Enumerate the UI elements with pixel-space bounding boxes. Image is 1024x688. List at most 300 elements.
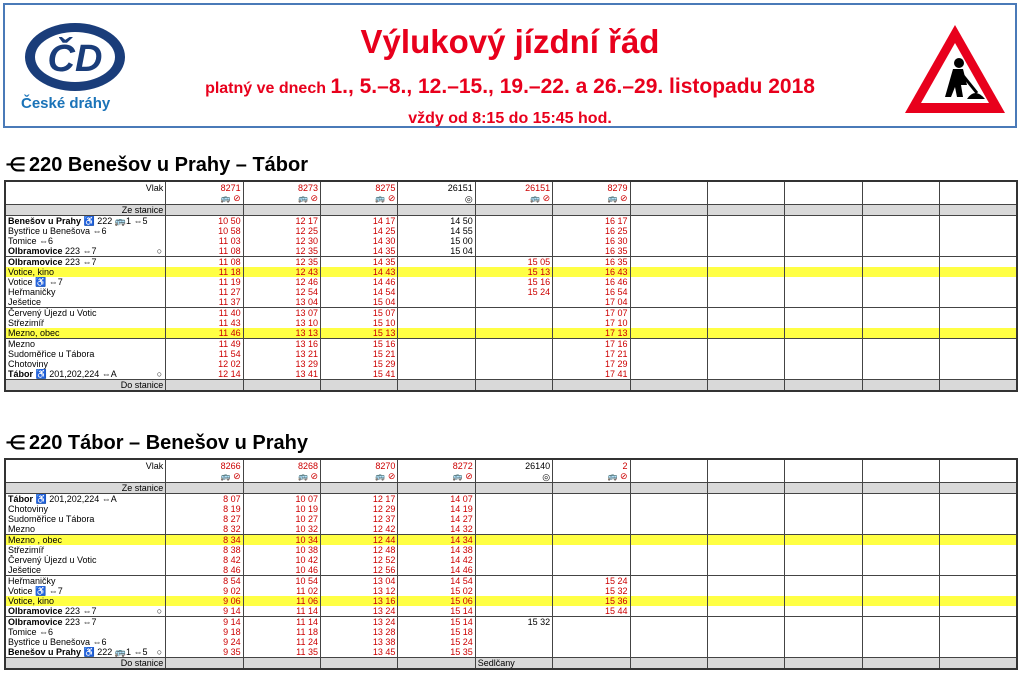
station-row — [5, 627, 1017, 637]
departure-time — [785, 555, 862, 565]
departure-time — [475, 349, 552, 359]
station-row — [5, 339, 1017, 350]
departure-time — [398, 318, 475, 328]
departure-time: 14 38 — [398, 545, 475, 555]
no-bike-icon: ⊘ — [540, 193, 551, 203]
station-connections: ♿ ⇔7 — [32, 277, 63, 287]
departure-time: 10 58 — [166, 226, 243, 236]
stop-symbol — [154, 318, 166, 328]
departure-time: 10 46 — [243, 565, 320, 576]
departure-time — [630, 565, 707, 576]
departure-time — [707, 257, 784, 268]
departure-time: 14 17 — [321, 216, 398, 227]
departure-time — [630, 359, 707, 369]
departure-time — [630, 596, 707, 606]
to-station-row — [5, 380, 1017, 392]
bus-icon: 🚌 — [220, 194, 231, 203]
station-name — [5, 297, 154, 308]
station-label: Heřmaničky — [8, 287, 56, 297]
stop-symbol — [154, 359, 166, 369]
departure-time — [398, 339, 475, 350]
departure-time: 10 19 — [243, 504, 320, 514]
departure-time: 11 08 — [166, 246, 243, 257]
destination — [475, 380, 552, 392]
departure-time — [940, 216, 1017, 227]
destination — [707, 658, 784, 670]
page-title: Výlukový jízdní řád — [360, 23, 660, 60]
train-number — [630, 459, 707, 471]
station-name — [5, 236, 154, 246]
train-icons — [630, 471, 707, 483]
departure-time — [785, 627, 862, 637]
stop-symbol — [154, 308, 166, 319]
departure-time — [785, 216, 862, 227]
departure-time — [475, 606, 552, 617]
departure-time — [940, 627, 1017, 637]
departure-time — [475, 246, 552, 257]
departure-time: 15 44 — [553, 606, 630, 617]
departure-time: 15 36 — [553, 596, 630, 606]
no-bike-icon: ⊘ — [462, 471, 473, 481]
departure-time — [553, 494, 630, 505]
departure-time: 10 50 — [166, 216, 243, 227]
departure-time — [630, 545, 707, 555]
departure-time — [862, 596, 939, 606]
departure-time — [785, 328, 862, 339]
departure-time: 17 29 — [553, 359, 630, 369]
destination — [707, 380, 784, 392]
station-row — [5, 308, 1017, 319]
departure-time — [862, 257, 939, 268]
departure-time — [398, 359, 475, 369]
departure-time: 10 54 — [243, 576, 320, 587]
station-label: Votice — [8, 586, 33, 596]
departure-time — [940, 576, 1017, 587]
departure-time: 11 18 — [243, 627, 320, 637]
vlak-label: Vlak — [5, 181, 166, 193]
station-row — [5, 359, 1017, 369]
departure-time: 9 02 — [166, 586, 243, 596]
destination — [321, 380, 398, 392]
departure-time — [630, 308, 707, 319]
no-bike-icon: ⊘ — [385, 193, 396, 203]
departure-time: 13 41 — [243, 369, 320, 380]
departure-time — [785, 647, 862, 658]
departure-time — [862, 565, 939, 576]
departure-time: 15 02 — [398, 586, 475, 596]
stop-symbol — [154, 535, 166, 546]
departure-time — [630, 226, 707, 236]
departure-time: 14 35 — [321, 257, 398, 268]
departure-time — [630, 535, 707, 546]
from-station-row — [5, 205, 1017, 216]
departure-time: 14 35 — [321, 246, 398, 257]
station-row — [5, 617, 1017, 628]
departure-time: 13 04 — [243, 297, 320, 308]
station-label: Červený Újezd u Votic — [8, 555, 97, 565]
departure-time — [630, 555, 707, 565]
departure-time — [862, 236, 939, 246]
train-number: 8266 — [166, 459, 243, 471]
departure-time — [630, 504, 707, 514]
departure-time: 8 46 — [166, 565, 243, 576]
departure-time — [630, 267, 707, 277]
station-name — [5, 339, 154, 350]
departure-time: 10 07 — [243, 494, 320, 505]
train-number: 8270 — [321, 459, 398, 471]
stop-symbol — [154, 555, 166, 565]
station-row — [5, 637, 1017, 647]
station-row — [5, 267, 1017, 277]
departure-time: 12 44 — [321, 535, 398, 546]
departure-time — [862, 627, 939, 637]
departure-time — [785, 359, 862, 369]
from-label: Ze stanice — [5, 483, 166, 494]
departure-time — [475, 647, 552, 658]
departure-time — [940, 586, 1017, 596]
train-number-row — [5, 181, 1017, 193]
departure-time — [475, 339, 552, 350]
departure-time — [630, 236, 707, 246]
station-name — [5, 226, 154, 236]
station-label: Sudoměřice u Tábora — [8, 349, 95, 359]
departure-time — [630, 328, 707, 339]
departure-time — [707, 369, 784, 380]
no-bike-icon: ⊘ — [385, 471, 396, 481]
departure-time — [785, 267, 862, 277]
no-bike-icon: ⊘ — [230, 193, 241, 203]
departure-time: 12 14 — [166, 369, 243, 380]
station-label: Střezimíř — [8, 545, 44, 555]
stop-symbol — [154, 328, 166, 339]
departure-time — [707, 647, 784, 658]
stop-circle-icon: ○ — [154, 369, 166, 380]
departure-time — [862, 514, 939, 524]
to-station-row — [5, 658, 1017, 670]
train-icons — [475, 193, 552, 205]
station-name — [5, 627, 154, 637]
train-icons — [862, 471, 939, 483]
departure-time — [475, 555, 552, 565]
train-number: 8279 — [553, 181, 630, 193]
station-name — [5, 318, 154, 328]
departure-time — [475, 359, 552, 369]
validity-prefix: platný ve dnech — [205, 80, 326, 97]
station-row — [5, 318, 1017, 328]
departure-time — [785, 565, 862, 576]
station-name — [5, 369, 154, 380]
stop-symbol — [154, 586, 166, 596]
departure-time — [785, 297, 862, 308]
station-row — [5, 328, 1017, 339]
train-icons — [553, 193, 630, 205]
departure-time — [707, 565, 784, 576]
departure-time: 15 10 — [321, 318, 398, 328]
bus-icon: 🚌 — [607, 472, 618, 481]
departure-time — [707, 328, 784, 339]
train-number — [785, 181, 862, 193]
departure-time — [862, 297, 939, 308]
stop-symbol — [154, 267, 166, 277]
departure-time — [553, 504, 630, 514]
departure-time — [862, 277, 939, 287]
station-label: Votice — [8, 277, 33, 287]
station-label: Chotoviny — [8, 359, 49, 369]
departure-time — [707, 308, 784, 319]
departure-time: 15 06 — [398, 596, 475, 606]
departure-time — [398, 328, 475, 339]
departure-time: 14 32 — [398, 524, 475, 535]
departure-time: 17 41 — [553, 369, 630, 380]
station-name — [5, 555, 154, 565]
departure-time — [785, 617, 862, 628]
departure-time — [707, 277, 784, 287]
departure-time: 10 27 — [243, 514, 320, 524]
stop-symbol — [154, 514, 166, 524]
departure-time: 12 37 — [321, 514, 398, 524]
station-name — [5, 617, 154, 628]
station-label: Tábor — [8, 369, 34, 379]
departure-time — [707, 226, 784, 236]
station-connections: 223 ⇔7 — [62, 606, 97, 616]
departure-time — [475, 494, 552, 505]
stop-circle-icon: ○ — [154, 246, 166, 257]
destination — [553, 380, 630, 392]
departure-time — [475, 318, 552, 328]
departure-time — [707, 246, 784, 257]
departure-time: 17 16 — [553, 339, 630, 350]
station-label: Benešov u Prahy — [8, 647, 82, 657]
departure-time: 12 29 — [321, 504, 398, 514]
station-label: Olbramovice — [8, 617, 63, 627]
station-name — [5, 494, 154, 505]
departure-time — [630, 617, 707, 628]
departure-time: 11 35 — [243, 647, 320, 658]
station-row — [5, 647, 1017, 658]
stop-symbol — [154, 339, 166, 350]
departure-time — [553, 555, 630, 565]
departure-time — [630, 586, 707, 596]
departure-time — [553, 647, 630, 658]
stop-symbol — [154, 596, 166, 606]
departure-time: 11 24 — [243, 637, 320, 647]
departure-time — [785, 236, 862, 246]
station-row — [5, 565, 1017, 576]
departure-time: 12 46 — [243, 277, 320, 287]
departure-time: 15 32 — [553, 586, 630, 596]
departure-time: 11 37 — [166, 297, 243, 308]
departure-time: 16 17 — [553, 216, 630, 227]
departure-time — [475, 226, 552, 236]
validity-dates: 1., 5.–8., 12.–15., 19.–22. a 26.–29. listopadu 2018 — [330, 75, 815, 98]
departure-time — [707, 617, 784, 628]
train-number — [940, 459, 1017, 471]
train-icons — [862, 193, 939, 205]
departure-time: 13 04 — [321, 576, 398, 587]
departure-time — [707, 637, 784, 647]
departure-time: 8 32 — [166, 524, 243, 535]
station-row — [5, 349, 1017, 359]
stop-symbol — [154, 226, 166, 236]
departure-time — [940, 369, 1017, 380]
station-label: Heřmaničky — [8, 576, 56, 586]
departure-time: 8 42 — [166, 555, 243, 565]
departure-time — [940, 565, 1017, 576]
departure-time — [553, 565, 630, 576]
departure-time: 14 54 — [321, 287, 398, 297]
stop-symbol — [154, 617, 166, 628]
departure-time: 16 25 — [553, 226, 630, 236]
departure-time — [475, 308, 552, 319]
station-row — [5, 555, 1017, 565]
departure-time — [862, 349, 939, 359]
departure-time: 11 06 — [243, 596, 320, 606]
departure-time: 11 49 — [166, 339, 243, 350]
departure-time — [398, 277, 475, 287]
station-name — [5, 359, 154, 369]
train-icons — [166, 193, 243, 205]
from-label: Ze stanice — [5, 205, 166, 216]
train-direction-icon: ⋲ — [6, 433, 25, 454]
destination — [166, 658, 243, 670]
train-icons — [553, 471, 630, 483]
stop-symbol — [154, 257, 166, 268]
departure-time — [785, 535, 862, 546]
departure-time — [707, 359, 784, 369]
departure-time — [862, 328, 939, 339]
bus-icon: 🚌 — [298, 194, 308, 203]
timetable-benesov-tabor — [4, 180, 1018, 392]
no-bike-icon: ⊘ — [307, 471, 319, 481]
station-connections: 223 ⇔7 — [62, 617, 97, 627]
station-connections: ♿ 201,202,224 ⇔A — [33, 369, 117, 379]
departure-time: 15 24 — [475, 287, 552, 297]
departure-time — [940, 226, 1017, 236]
departure-time: 15 13 — [321, 328, 398, 339]
departure-time: 13 38 — [321, 637, 398, 647]
stop-symbol — [154, 524, 166, 535]
destination — [243, 380, 320, 392]
departure-time: 13 24 — [321, 606, 398, 617]
stop-symbol — [154, 627, 166, 637]
departure-time — [630, 277, 707, 287]
departure-time — [862, 586, 939, 596]
departure-time — [940, 339, 1017, 350]
departure-time — [630, 318, 707, 328]
station-row — [5, 287, 1017, 297]
departure-time — [862, 606, 939, 617]
departure-time: 15 05 — [475, 257, 552, 268]
departure-time — [707, 287, 784, 297]
departure-time: 11 40 — [166, 308, 243, 319]
departure-time: 17 13 — [553, 328, 630, 339]
station-connections: 223 ⇔7 — [62, 246, 97, 256]
bus-icon: 🚌 — [375, 472, 386, 481]
departure-time: 14 46 — [321, 277, 398, 287]
station-row — [5, 586, 1017, 596]
station-connections: ♿ 222 🚌1 ⇔5 — [81, 216, 148, 226]
no-bike-icon: ⊘ — [230, 471, 241, 481]
station-name — [5, 267, 154, 277]
eye-icon: ◎ — [464, 193, 473, 204]
departure-time: 16 54 — [553, 287, 630, 297]
stop-symbol — [154, 236, 166, 246]
train-number-row — [5, 459, 1017, 471]
train-number — [630, 181, 707, 193]
departure-time: 11 19 — [166, 277, 243, 287]
station-name — [5, 586, 154, 596]
departure-time: 15 04 — [321, 297, 398, 308]
departure-time — [630, 606, 707, 617]
station-name — [5, 637, 154, 647]
departure-time: 12 17 — [243, 216, 320, 227]
departure-time — [475, 627, 552, 637]
departure-time: 16 43 — [553, 267, 630, 277]
departure-time: 11 54 — [166, 349, 243, 359]
departure-time — [940, 328, 1017, 339]
departure-time — [862, 318, 939, 328]
bus-icon: 🚌 — [298, 472, 308, 481]
departure-time: 14 34 — [398, 535, 475, 546]
departure-time — [940, 637, 1017, 647]
departure-time — [553, 617, 630, 628]
station-row — [5, 596, 1017, 606]
train-number — [785, 459, 862, 471]
destination: Sedlčany — [475, 658, 552, 670]
departure-time — [785, 226, 862, 236]
departure-time: 13 16 — [321, 596, 398, 606]
departure-time — [475, 236, 552, 246]
departure-time — [862, 637, 939, 647]
departure-time: 12 30 — [243, 236, 320, 246]
departure-time — [940, 297, 1017, 308]
departure-time — [398, 308, 475, 319]
departure-time — [862, 555, 939, 565]
station-label: Mezno, obec — [8, 328, 60, 338]
station-label: Chotoviny — [8, 504, 49, 514]
station-row — [5, 576, 1017, 587]
departure-time — [398, 369, 475, 380]
departure-time — [553, 535, 630, 546]
departure-time: 12 25 — [243, 226, 320, 236]
departure-time: 16 35 — [553, 246, 630, 257]
station-name — [5, 504, 154, 514]
train-icons — [630, 193, 707, 205]
departure-time — [940, 617, 1017, 628]
destination — [243, 658, 320, 670]
departure-time: 11 14 — [243, 617, 320, 628]
departure-time: 14 42 — [398, 555, 475, 565]
departure-time — [785, 339, 862, 350]
departure-time: 12 56 — [321, 565, 398, 576]
departure-time: 16 35 — [553, 257, 630, 268]
departure-time — [940, 257, 1017, 268]
departure-time — [630, 339, 707, 350]
departure-time — [630, 349, 707, 359]
departure-time — [707, 627, 784, 637]
departure-time — [862, 504, 939, 514]
departure-time — [553, 514, 630, 524]
departure-time — [785, 318, 862, 328]
departure-time — [630, 369, 707, 380]
departure-time — [630, 287, 707, 297]
station-row — [5, 369, 1017, 380]
bus-icon: 🚌 — [530, 194, 541, 203]
train-number — [862, 181, 939, 193]
departure-time: 13 45 — [321, 647, 398, 658]
departure-time: 14 07 — [398, 494, 475, 505]
destination — [630, 658, 707, 670]
